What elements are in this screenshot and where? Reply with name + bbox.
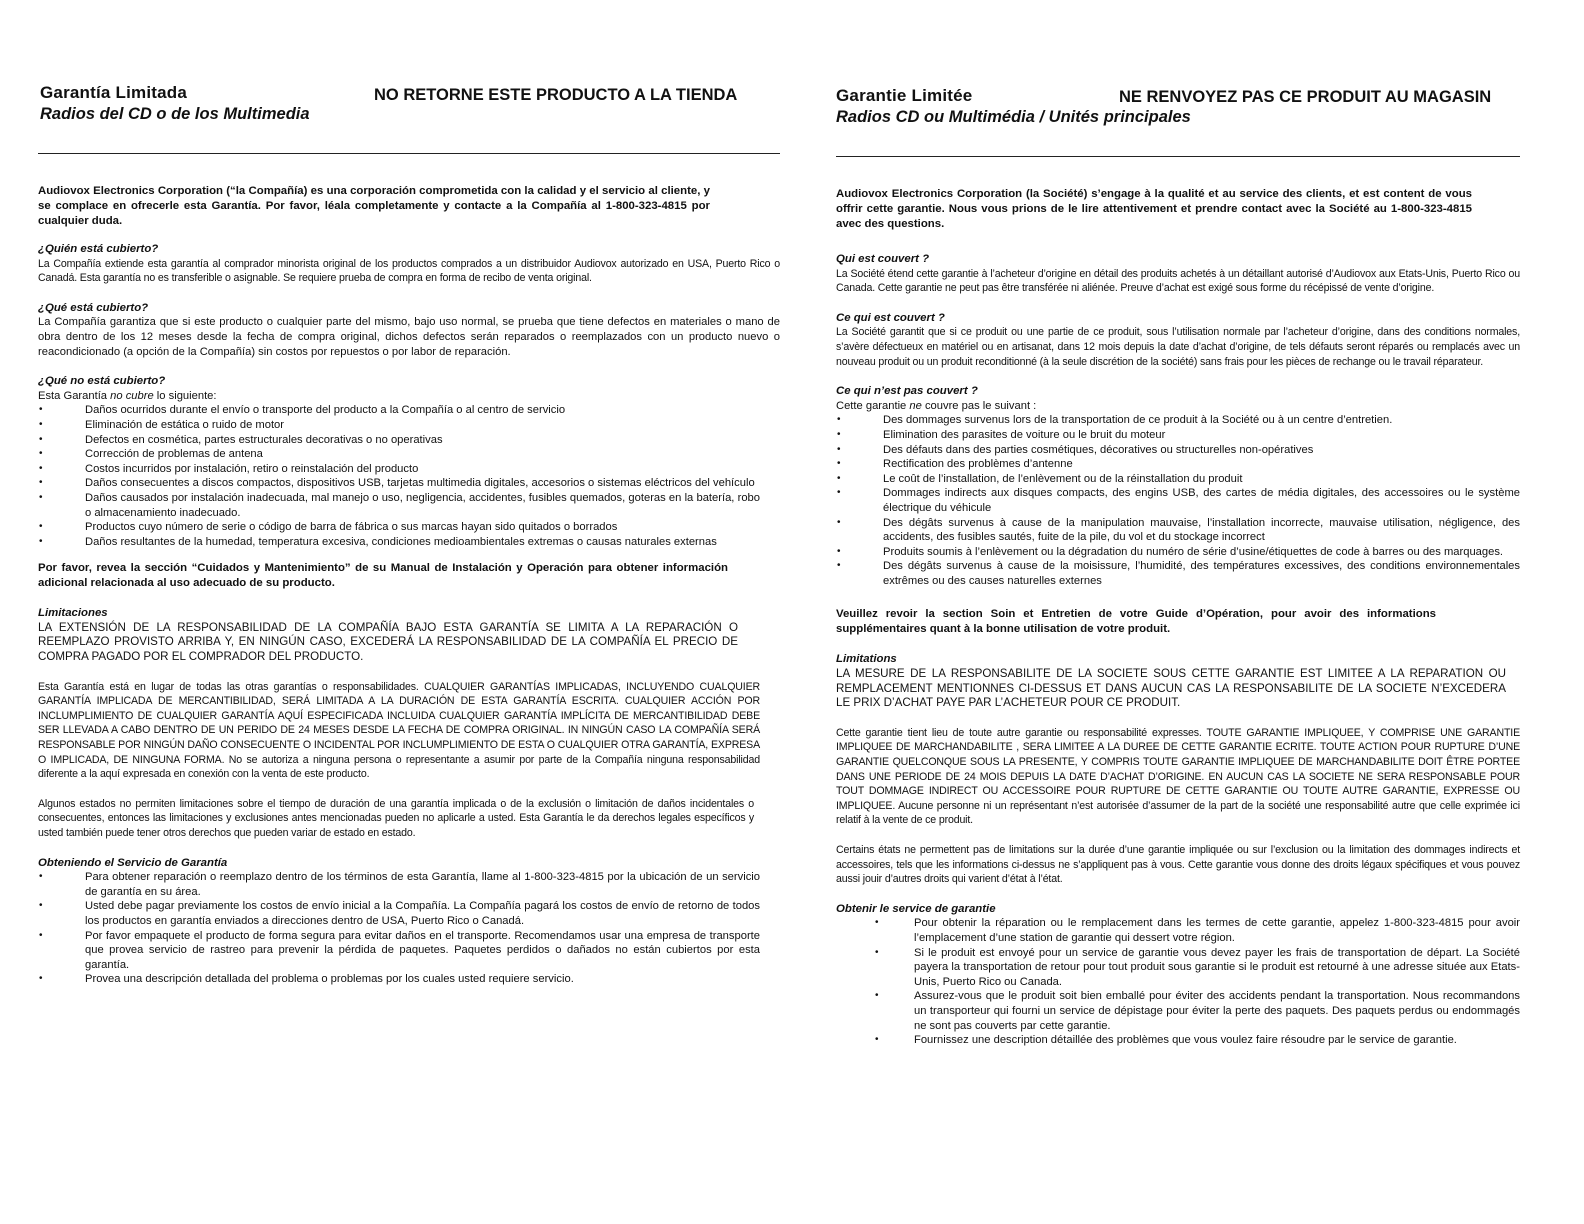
list-item: • Produits soumis à l’enlèvement ou la dégradation du numéro de série d’usine/étiquettes de code à barres ou des marquages. — [836, 545, 1520, 560]
list-item: • Des dégâts survenus à cause de la manipulation mauvaise, l’installation incorrecte, mauvaise utilisation, négligence, des accidents, des fusibles sautés, fuite de la pile, du vol et du stockage incorrect — [836, 516, 1520, 545]
what-heading: ¿Qué está cubierto? — [38, 301, 149, 314]
list-item: • Des dégâts survenus à cause de la moisissure, l’humidité, des températures excessives, des conditions environnementales extrêmes ou des causes naturelles externes — [836, 559, 1520, 588]
service-list — [38, 870, 760, 987]
list-item: • Provea una descripción detallada del problema o problemas por los cuales usted requiere servicio. — [38, 972, 760, 987]
who-heading: Qui est couvert ? — [836, 253, 930, 265]
list-item: • Assurez-vous que le produit soit bien emballé pour éviter des accidents pendant la transportation. Nous recommandons un transporteur qui fourni un service de dépistage pour éviter la perte des paquets. Des paquets perdus ou endommagés ne sont pas couverts par cette garantie. — [836, 989, 1520, 1033]
intro-paragraph: Audiovox Electronics Corporation (“la Compañía) es una corporación comprometida con la calidad y el servicio al cliente, y se complace en ofrecerle esta Garantía. Por favor, léala completamente y contacte a la Compañía al 1-800-323-4815 por cualquier duda. — [38, 185, 710, 227]
service-list — [836, 916, 1520, 1047]
list-item: • Le coût de l’installation, de l’enlèvement ou de la réinstallation du produit — [836, 472, 1520, 487]
limitations-caps: LA MESURE DE LA RESPONSABILITE DE LA SOCIETE SOUS CETTE GARANTIE EST LIMITEE A LA REPARATION OU REMPLACEMENT MENTIONNES CI-DESSUS ET DANS AUCUN CAS LA RESPONSABILITE DE LA SOCIETE N’EXCEDERA LE PRIX D’ACHAT PAYE PAR L’ACHETEUR POUR CE PRODUIT. — [836, 667, 1506, 710]
intro-block — [836, 187, 1472, 232]
list-item: • Daños resultantes de la humedad, temperatura excesiva, condiciones medioambientales extremas o causas naturales externas — [38, 535, 760, 550]
return-notice: NE RENVOYEZ PAS CE PRODUIT AU MAGASIN — [1119, 88, 1492, 106]
who-text: La Compañía extiende esta garantía al comprador minorista original de los productos comprados a un distribuidor Audiovox autorizado en USA, Puerto Rico o Canadá. Esta garantía no es transferible o asignable. Se requiere prueba de compra en forma de recibo de venta original. — [38, 257, 780, 285]
warranty-body — [836, 252, 1520, 1048]
limitations-heading: Limitaciones — [38, 607, 108, 620]
list-item: • Productos cuyo número de serie o código de barra de fábrica o sus marcas hayan sido quitados o borrados — [38, 520, 760, 535]
not-covered-intro: Cette garantie ne couvre pas le suivant : — [836, 399, 1037, 412]
list-item: • Elimination des parasites de voiture ou le bruit du moteur — [836, 428, 1520, 443]
not-covered-intro: Esta Garantía no cubre lo siguiente: — [38, 389, 217, 402]
list-item: • Corrección de problemas de antena — [38, 447, 760, 462]
warranty-body — [38, 242, 780, 987]
limitations-paragraph-3: Algunos estados no permiten limitaciones sobre el tiempo de duración de una garantía implicada o de la exclusión o limitación de daños incidentales o consecuentes, entonces las limitaciones y exclusiones antes mencionadas pueden no aplicarle a usted. Esta Garantía le da derechos legales específicos y usted también puede tener otros derechos que pueden variar de estado en estado. — [38, 797, 754, 839]
not-covered-list — [836, 413, 1520, 588]
return-notice: NO RETORNE ESTE PRODUCTO A LA TIENDA — [374, 86, 738, 104]
list-item: • Rectification des problèmes d’antenne — [836, 457, 1520, 472]
list-item: • Por favor empaquete el producto de forma segura para evitar daños en el transporte. Recomendamos usar una empresa de transporte que provea servicio de rastreo para prevenir la pérdida de paquetes. Paquetes perdidos o dañados no están cubiertos por esta garantía. — [38, 929, 760, 973]
what-text: La Compañía garantiza que si este producto o cualquier parte del mismo, bajo uso normal, se prueba que tiene defectos en materiales o mano de obra dentro de los 12 meses desde la fecha de compra original, dichos defectos serán reparados o reemplazados con un producto nuevo o reacondicionado (a opción de la Compañía) sin costos por repuestos o por labor de reparación. — [38, 316, 780, 358]
list-item: • Daños consecuentes a discos compactos, dispositivos USB, tarjetas multimedia digitales, accesorios o sistemas eléctricos del vehículo — [38, 476, 760, 491]
list-item: • Usted debe pagar previamente los costos de envío inicial a la Compañía. La Compañía pagará los costos de envío de retorno de todos los productos en garantía enviados a direcciones dentro de USA, Puerto Rico o Canadá. — [38, 899, 760, 928]
page-subtitle: Radios CD ou Multimédia / Unités principales — [836, 108, 1191, 126]
list-item: • Defectos en cosmética, partes estructurales decorativas o no operativas — [38, 433, 760, 448]
list-item: • Daños causados por instalación inadecuada, mal manejo o uso, negligencia, accidentes, fusibles quemados, goteras en la batería, robo o almacenamiento inadecuado. — [38, 491, 760, 520]
care-note: Veuillez revoir la section Soin et Entretien de votre Guide d’Opération, pour avoir des informations supplémentaires quant à la bonne utilisation de votre produit. — [836, 608, 1436, 636]
list-item: • Des défauts dans des parties cosmétiques, décoratives ou structurelles non-opératives — [836, 443, 1520, 458]
limitations-paragraph-3: Certains états ne permettent pas de limitations sur la durée d’une garantie impliquée ou sur l’exclusion ou la limitation des dommages indirects et accessoires, tels que les informations ci-dessus ne s’appliquent pas à vous. Cette garantie vous donne des droits légaux spécifiques et vous pouvez aussi jouir d’autres droits qui varient d’état à l’état. — [836, 844, 1520, 886]
list-item: • Dommages indirects aux disques compacts, des engins USB, des cartes de média digitales, des accessoires ou le système électrique du véhicule — [836, 486, 1520, 515]
header-divider — [38, 153, 780, 154]
limitations-caps: LA EXTENSIÓN DE LA RESPONSABILIDAD DE LA COMPAÑÍA BAJO ESTA GARANTÍA SE LIMITA A LA REPARACIÓN O REEMPLAZO PROVISTO ARRIBA Y, EN NINGÚN CASO, EXCEDERÁ LA RESPONSABILIDAD DE LA COMPAÑÍA EL PRECIO DE COMPRA PAGADO POR EL COMPRADOR DEL PRODUCTO. — [38, 620, 738, 664]
what-heading: Ce qui est couvert ? — [836, 311, 945, 324]
who-heading: ¿Quién está cubierto? — [38, 243, 159, 255]
limitations-heading: Limitations — [836, 653, 897, 666]
list-item: • Des dommages survenus lors de la transportation de ce produit à la Société ou à un centre d’entretien. — [836, 413, 1520, 428]
service-heading: Obteniendo el Servicio de Garantía — [38, 856, 228, 869]
list-item: • Costos incurridos por instalación, retiro o reinstalación del producto — [38, 462, 760, 477]
limitations-paragraph-2: Esta Garantía está en lugar de todas las otras garantías o responsabilidades. CUALQUIER GARANTÍAS IMPLICADAS, INCLUYENDO CUALQUIER GARANTÍA IMPLICADA DE MERCANTIBILIDAD, SERÁ LIMITADA A LA DURACIÓN DE ESTA GARANTÍA ESCRITA. CUALQUIER ACCIÓN POR INCLUMPLIMIENTO DE CUALQUIER GARANTÍA AQUÍ ESPECIFICADA INCLUIDA CUALQUIER GARANTÍA IMPLÍCITA DE MERCANTIBILIDAD DEBE SER LLEVADA A CABO DENTRO DE UN PERIDO DE 24 MESES DESDE LA FECHA DE COMPRA ORIGINAL. IN NINGÚN CASO LA COMPAÑÍA SERÁ RESPONSABLE POR NINGÚN DAÑO CONSECUENTE O INCIDENTAL POR INCLUMPLIMIENTO DE ESTA O CUALQUIER OTRA GARANTÍA, EXPRESA O IMPLICADA, DE NINGUNA FORMA. No se autoriza a ninguna persona o representante a asumir por parte de la Compañía ninguna responsabilidad diferente a la aquí expresada en conexión con la venta de este producto. — [38, 680, 760, 781]
who-text: La Société étend cette garantie à l’acheteur d’origine en détail des produits achetés à un détaillant autorisé d’Audiovox aux Etats-Unis, Puerto Rico ou Canada. Cette garantie ne peut pas être transférée ni aliénée. Preuve d’achat est exigé sous forme du récépissé de vente d’origine. — [836, 267, 1520, 295]
list-item: • Fournissez une description détaillée des problèmes que vous voulez faire résoudre par le service de garantie. — [836, 1033, 1520, 1048]
page-title: Garantie Limitée — [836, 86, 973, 105]
care-note: Por favor, revea la sección “Cuidados y Mantenimiento” de su Manual de Instalación y Operación para obtener información adicional relacionada al uso adecuado de su producto. — [38, 562, 728, 590]
list-item: • Si le produit est envoyé pour un service de garantie vous devez payer les frais de transportation de départ. La Société payera la transportation de retour pour tout produit sous garantie si le produit est retourné à une adresse située aux Etats-Unis, Puerto Rico ou Canada. — [836, 946, 1520, 990]
page-subtitle: Radios del CD o de los Multimedia — [40, 105, 310, 123]
service-heading: Obtenir le service de garantie — [836, 902, 996, 915]
intro-paragraph: Audiovox Electronics Corporation (la Société) s’engage à la qualité et au service des clients, et est content de vous offrir cette garantie. Nous vous prions de le lire attentivement et prendre contact avec la Société au 1-800-323-4815 avec des questions. — [836, 188, 1472, 230]
not-covered-heading: Ce qui n’est pas couvert ? — [836, 385, 978, 398]
intro-block — [38, 184, 710, 229]
not-covered-list — [38, 403, 760, 549]
list-item: • Eliminación de estática o ruido de motor — [38, 418, 760, 433]
not-covered-heading: ¿Qué no está cubierto? — [38, 375, 166, 388]
list-item: • Para obtener reparación o reemplazo dentro de los términos de esta Garantía, llame al 1-800-323-4815 por la ubicación de un servicio de garantía en su área. — [38, 870, 760, 899]
page-title: Garantía Limitada — [40, 83, 187, 102]
header-divider — [836, 156, 1520, 157]
limitations-paragraph-2: Cette garantie tient lieu de toute autre garantie ou responsabilité expresses. TOUTE GARANTIE IMPLIQUEE, Y COMPRISE UNE GARANTIE IMPLIQUEE DE MARCHANDABILITE , SERA LIMITEE A LA DUREE DE CETTE GARANTIE ECRITE. TOUTE ACTION POUR RUPTURE D’UNE GARANTIE QUELCONQUE SOUS LA PRESENTE, Y COMPRIS TOUTE GARANTIE IMPLIQUEE DE MARCHANDABILITE DOIT ÊTRE PORTEE DANS UNE PERIODE DE 24 MOIS DEPUIS LA DATE D’ACHAT D’ORIGINE. EN AUCUN CAS LA SOCIETE NE SERA RESPONSABLE POUR TOUT DOMMAGE INDIRECT OU ACCESSOIRE POUR RUPTURE DE CETTE GARANTIE OU TOUTE AUTRE GARANTIE, EXPRESSE OU IMPLIQUEE. Aucune personne ni un représentant n’est autorisée d’assumer de la part de la société une responsabilité autre que celle exprimée ici relatif à la vente de ce produit. — [836, 726, 1520, 827]
list-item: • Daños ocurridos durante el envío o transporte del producto a la Compañía o al centro de servicio — [38, 403, 760, 418]
list-item: • Pour obtenir la réparation ou le remplacement dans les termes de cette garantie, appelez 1-800-323-4815 pour avoir l’emplacement d’une station de garantie qui dessert votre région. — [836, 916, 1520, 945]
what-text: La Société garantit que si ce produit ou une partie de ce produit, sous l’utilisation normale par l’acheteur d’origine, dans des conditions normales, s’avère défectueux en matériel ou en artisanat, dans 12 mois depuis la date d’achat d’origine, de tels défauts seront réparés ou remplacés avec un nouveau produit ou un produit reconditionné (à la seule discrétion de la société) sans frais pour les pièces de rechange ou le travail réparateur. — [836, 326, 1520, 368]
